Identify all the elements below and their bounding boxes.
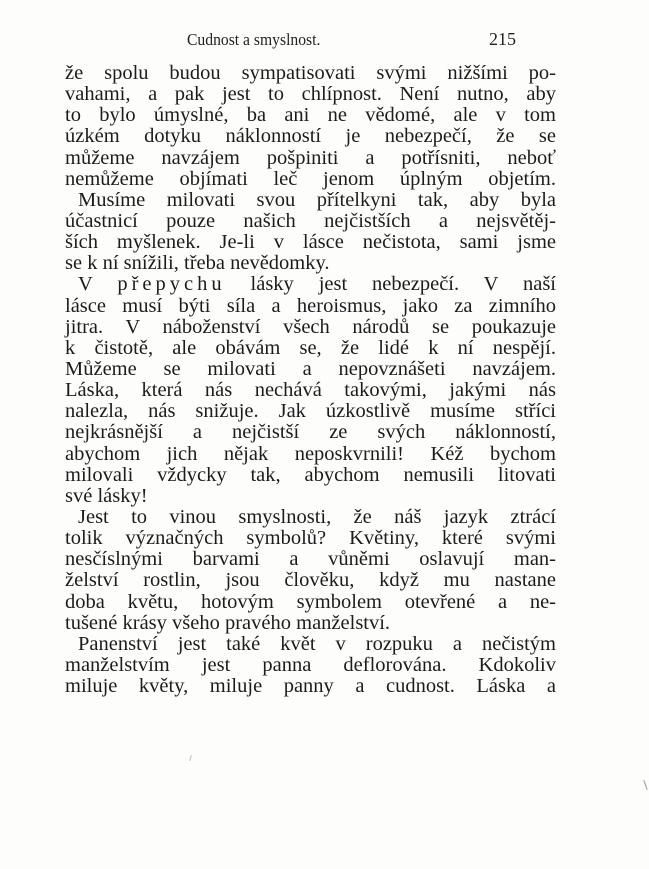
text-line: milovali vždycky tak, abychom nemusili litovati — [65, 463, 556, 486]
text-line: Láska, která nás nechává takovými, jakými nás — [65, 379, 556, 402]
scan-speck — [189, 755, 192, 761]
text-line: své lásky! — [65, 484, 148, 507]
text-line: můžeme navzájem pošpiniti a potřísniti, neboť — [65, 146, 556, 169]
body-text — [65, 63, 556, 697]
text-line: lásce musí býti síla a heroismus, jako za zimního — [65, 294, 556, 317]
text-line: to bylo úmyslné, ba ani ne vědomé, ale v tom — [65, 104, 556, 127]
scan-speck — [643, 780, 647, 790]
text-line: nejkrásnější a nejčistší ze svých náklonností, — [65, 421, 556, 444]
text-line: Jest to vinou smyslnosti, že náš jazyk ztrácí — [78, 505, 556, 528]
text-line: jitra. V náboženství všech národů se poukazuje — [65, 315, 556, 338]
text-line: úzkém dotyku náklonností je nebezpečí, že se — [65, 125, 556, 148]
running-title: Cudnost a smyslnost. — [187, 30, 321, 49]
text-line: ších myšlenek. Je-li v lásce nečistota, sami jsme — [65, 231, 556, 254]
text-fragment: lásky jest nebezpečí. V naší — [225, 273, 556, 296]
text-line: manželstvím jest panna deflorována. Kdokoliv — [65, 653, 556, 676]
text-line: Musíme milovati svou přítelkyni tak, aby byla — [78, 188, 556, 211]
text-line: nesčíslnými barvami a vůněmi oslavují man- — [65, 548, 556, 571]
text-line: tolik význačných symbolů? Květiny, které svými — [65, 527, 556, 550]
text-line: Panenství jest také květ v rozpuku a nečistým — [78, 632, 556, 655]
emphasized-word: přepychu — [117, 273, 226, 296]
text-line: k čistotě, ale obávám se, že lidé k ní nespějí. — [65, 336, 556, 359]
text-line: se k ní snížili, třeba nevědomky. — [65, 252, 330, 275]
text-fragment: V — [78, 273, 118, 296]
text-line: že spolu budou sympatisovati svými nižšími po- — [65, 62, 556, 84]
text-line: nalezla, nás snižuje. Jak úzkostlivě musíme stříci — [65, 400, 556, 423]
page-number: 215 — [489, 29, 516, 49]
text-line — [65, 274, 556, 295]
text-line: miluje květy, miluje panny a cudnost. Láska a — [65, 675, 556, 698]
text-line: doba květu, hotovým symbolem otevřené a ne- — [65, 590, 556, 613]
text-line: nemůžeme objímati leč jenom úplným objetím. — [65, 167, 556, 190]
text-line: Můžeme se milovati a nepovznášeti navzájem. — [65, 357, 556, 380]
text-line: tušené krásy všeho pravého manželství. — [65, 611, 391, 634]
text-line: abychom jich nějak neposkvrnili! Kéž bychom — [65, 442, 556, 465]
text-line: vahami, a pak jest to chlípnost. Není nutno, aby — [65, 83, 556, 106]
text-line: želství rostlin, jsou člověku, když mu nastane — [65, 569, 556, 592]
text-line: účastnicí pouze našich nejčistších a nejsvětěj- — [65, 209, 556, 232]
